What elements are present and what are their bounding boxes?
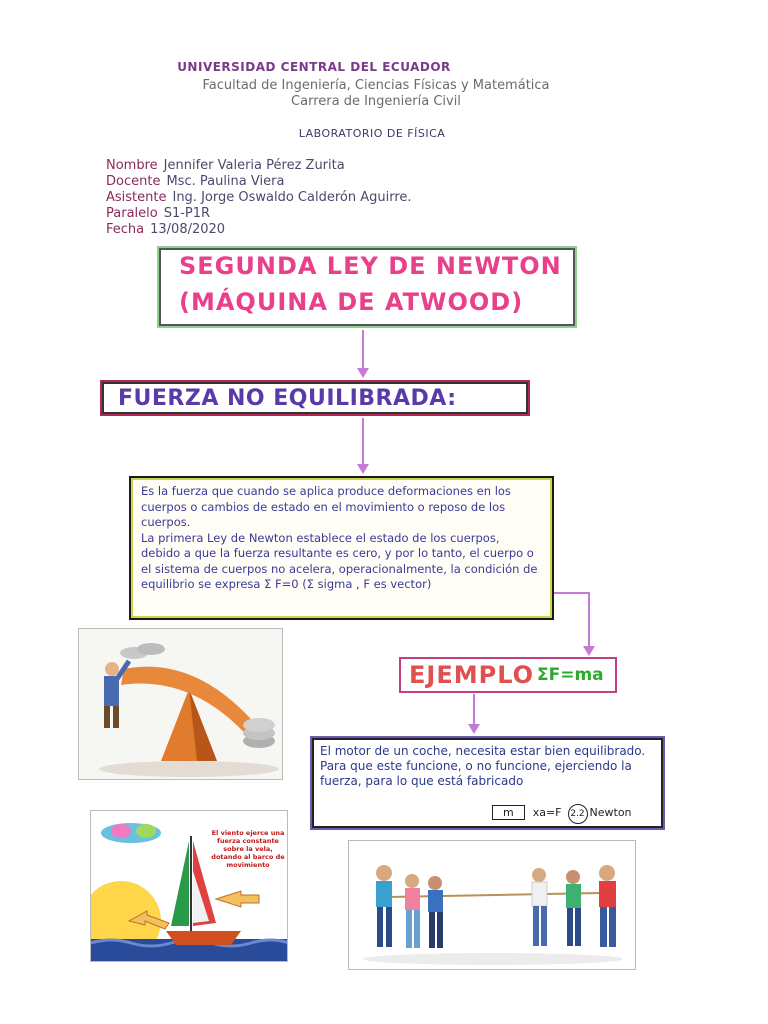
connector-arrow: [554, 592, 590, 594]
result-circle: 2.2: [568, 804, 588, 824]
info-row-name: [106, 158, 412, 174]
sailboat-image: [90, 810, 288, 962]
section-heading: FUERZA NO EQUILIBRADA:: [118, 386, 457, 411]
university-name: UNIVERSIDAD CENTRAL DEL ECUADOR: [177, 60, 451, 74]
arrowhead-icon: [468, 724, 480, 734]
equation-row: [492, 804, 632, 824]
example-formula: ΣF=ma: [537, 665, 604, 685]
info-value: S1-P1R: [163, 206, 211, 221]
equation-text: xa=F: [532, 806, 562, 819]
connector-arrow: [473, 694, 475, 726]
info-label: Docente: [106, 174, 161, 189]
tug-of-war-illustration: [349, 841, 636, 970]
arrowhead-icon: [357, 368, 369, 378]
info-row-assistant: [106, 190, 412, 206]
info-row-teacher: [106, 174, 412, 190]
connector-arrow: [588, 592, 590, 648]
info-value: 13/08/2020: [150, 222, 226, 237]
definition-paragraph-1: Es la fuerza que cuando se aplica produce deformaciones en los cuerpos o cambios de estado en el movimiento o reposo de los cuerpos.: [141, 484, 511, 529]
example-heading-box: [399, 657, 617, 693]
info-value: Ing. Jorge Oswaldo Calderón Aguirre.: [172, 190, 412, 205]
info-row-group: [106, 206, 412, 222]
title-line-2: (MÁQUINA DE ATWOOD): [179, 288, 524, 316]
example-text: El motor de un coche, necesita estar bien equilibrado. Para que este funcione, o no funcione, ejerciendo la fuerza, para lo que está fabricado: [320, 744, 646, 788]
seesaw-illustration: [79, 629, 283, 780]
info-row-date: [106, 222, 412, 238]
info-value: Msc. Paulina Viera: [166, 174, 285, 189]
tug-of-war-image: [348, 840, 636, 970]
example-label: EJEMPLO: [409, 661, 535, 689]
connector-arrow: [362, 330, 364, 370]
info-label: Paralelo: [106, 206, 158, 221]
arrowhead-icon: [357, 464, 369, 474]
title-line-1: SEGUNDA LEY DE NEWTON: [179, 252, 562, 280]
career-name: Carrera de Ingeniería Civil: [291, 94, 461, 109]
definition-box: [129, 476, 554, 620]
example-text-box: [310, 736, 665, 830]
sailboat-caption: El viento ejerce una fuerza constante sobre la vela, dotando al barco de movimiento: [211, 829, 285, 869]
arrowhead-icon: [583, 646, 595, 656]
info-block: [106, 158, 412, 238]
faculty-name: Facultad de Ingeniería, Ciencias Físicas y Matemática: [202, 78, 550, 93]
connector-arrow: [362, 418, 364, 466]
info-label: Nombre: [106, 158, 158, 173]
mass-box: m: [492, 805, 525, 820]
section-heading-box: [100, 380, 530, 416]
definition-paragraph-2: La primera Ley de Newton establece el estado de los cuerpos, debido a que la fuerza resultante es cero, y por lo tanto, el cuerpo o el sistema de cuerpos no acelera, operacionalmente, la condición de equilibrio se expresa Σ F=0 (Σ sigma , F es vector): [141, 530, 538, 591]
info-label: Asistente: [106, 190, 167, 205]
lab-name: LABORATORIO DE FÍSICA: [298, 127, 446, 140]
seesaw-image: [78, 628, 283, 780]
info-value: Jennifer Valeria Pérez Zurita: [163, 158, 345, 173]
unit-text: Newton: [589, 806, 632, 819]
title-box: [157, 246, 577, 328]
info-label: Fecha: [106, 222, 145, 237]
